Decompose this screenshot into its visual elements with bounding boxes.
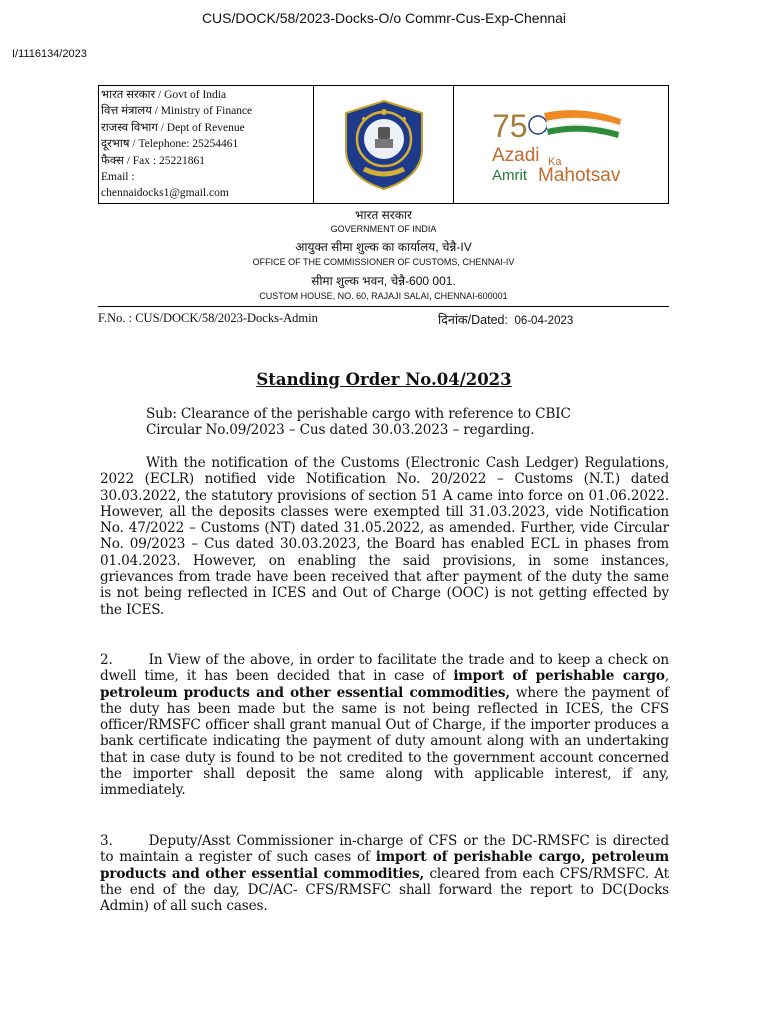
- date-value: 06-04-2023: [514, 315, 574, 327]
- paragraph-2: [100, 652, 669, 799]
- logo-azadi-text: Azadi: [492, 144, 540, 166]
- paragraph-3-bold-a: import of perishable cargo, petroleum products and other essential commodities,: [100, 849, 669, 882]
- paragraph-2-text-a: In View of the above, in order to facilitate the trade and to keep a check on dwell time, it has been decided that in case of: [100, 652, 669, 685]
- contact-cell: [99, 86, 314, 203]
- office-hindi: आयुक्त सीमा शुल्क का कार्यालय, चेन्नै-IV: [295, 240, 472, 254]
- document-id: I/1116134/2023: [12, 48, 87, 60]
- paragraph-2-number: 2.: [100, 652, 113, 668]
- emblem-cell: [314, 86, 454, 203]
- date-line: [438, 311, 573, 328]
- house-hindi: सीमा शुल्क भवन, चेन्नै-600 001.: [311, 274, 456, 288]
- document-header-title: CUS/DOCK/58/2023-Docks-O/o Commr-Cus-Exp-Chennai: [201, 10, 567, 26]
- contact-line: फैक्स / Fax : 25221861: [101, 154, 205, 167]
- paragraph-3-text-a: Deputy/Asst Commissioner in-charge of CFS or the DC-RMSFC is directed to maintain a register of such cases of: [100, 833, 669, 866]
- contact-line: भारत सरकार / Govt of India: [101, 89, 227, 101]
- paragraph-3-number: 3.: [100, 833, 113, 849]
- order-subject: Sub: Clearance of the perishable cargo with reference to CBIC Circular No.09/2023 – Cus dated 30.03.2023 – regarding.: [146, 406, 571, 439]
- paragraph-3-text-b: cleared from each CFS/RMSFC. At the end of the day, DC/AC- CFS/RMSFC shall forward the report to DC(Docks Admin) of all such cases.: [100, 865, 669, 915]
- customs-emblem-icon: [342, 99, 426, 191]
- header-divider: [98, 306, 669, 307]
- house-english: CUSTOM HOUSE, NO. 60, RAJAJI SALAI, CHENNAI-600001: [259, 291, 508, 301]
- paragraph-1-text: With the notification of the Customs (Electronic Cash Ledger) Regulations, 2022 (ECLR) notified vide Notification No. 20/2022 – Customs (N.T.) dated 30.03.2022, the statutory provisions of section 51 A came into force on 01.06.2022. However, all the deposits classes were exempted till 31.03.2023, vide Notification No. 47/2022 – Customs (NT) dated 31.05.2022, as amended. Further, vide Circular No. 09/2023 – Cus dated 30.03.2023, the Board has enabled ECL in phases from 01.04.2023. However, on enabling the said provisions, in some instances, grievances from trade have been received that after payment of the duty the same is not being reflected in ICES and Out of Charge (OOC) is not getting effected by the ICES.: [100, 455, 669, 618]
- gov-english: GOVERNMENT OF INDIA: [330, 224, 437, 234]
- paragraph-1: [100, 455, 669, 618]
- logo-cell: [454, 86, 668, 203]
- azadi-ka-amrit-mahotsav-logo: [486, 105, 636, 185]
- contact-line: chennaidocks1@gmail.com: [101, 187, 229, 200]
- paragraph-2-text-c: where the payment of the duty has been made but the same is not being reflected in ICES, the CFS officer/RMSFC officer shall grant manual Out of Charge, if the importer produces a bank certificate indicating the payment of duty amount along with an undertaking that in case duty is found to be not credited to the government account concerned the importer shall deposit the same along with applicable interest, if any, immediately.: [100, 684, 670, 799]
- contact-line: Email :: [101, 171, 135, 184]
- logo-ka-text: Ka: [548, 155, 562, 168]
- logo-amrit-text: Amrit: [492, 166, 527, 184]
- office-english: OFFICE OF THE COMMISSIONER OF CUSTOMS, CHENNAI-IV: [252, 257, 515, 267]
- contact-line: दूरभाष / Telephone: 25254461: [101, 138, 239, 151]
- paragraph-2-text-b: ,: [664, 668, 669, 685]
- paragraph-2-bold-a: import of perishable cargo: [453, 668, 665, 685]
- letterhead-table: [98, 85, 669, 204]
- gov-hindi: भारत सरकार: [355, 208, 412, 222]
- paragraph-3: [100, 833, 669, 914]
- logo-mahotsav-text: Mahotsav: [538, 164, 621, 185]
- contact-line: वित्त मंत्रालय / Ministry of Finance: [101, 105, 253, 118]
- paragraph-2-bold-b: petroleum products and other essential commodities,: [100, 684, 510, 701]
- logo-75-text: 75: [492, 107, 528, 144]
- order-title: Standing Order No.04/2023: [256, 370, 512, 389]
- file-number: F.No. : CUS/DOCK/58/2023-Docks-Admin: [98, 311, 318, 325]
- contact-line: राजस्व विभाग / Dept of Revenue: [101, 121, 245, 134]
- date-label: दिनांक/Dated:: [438, 313, 508, 327]
